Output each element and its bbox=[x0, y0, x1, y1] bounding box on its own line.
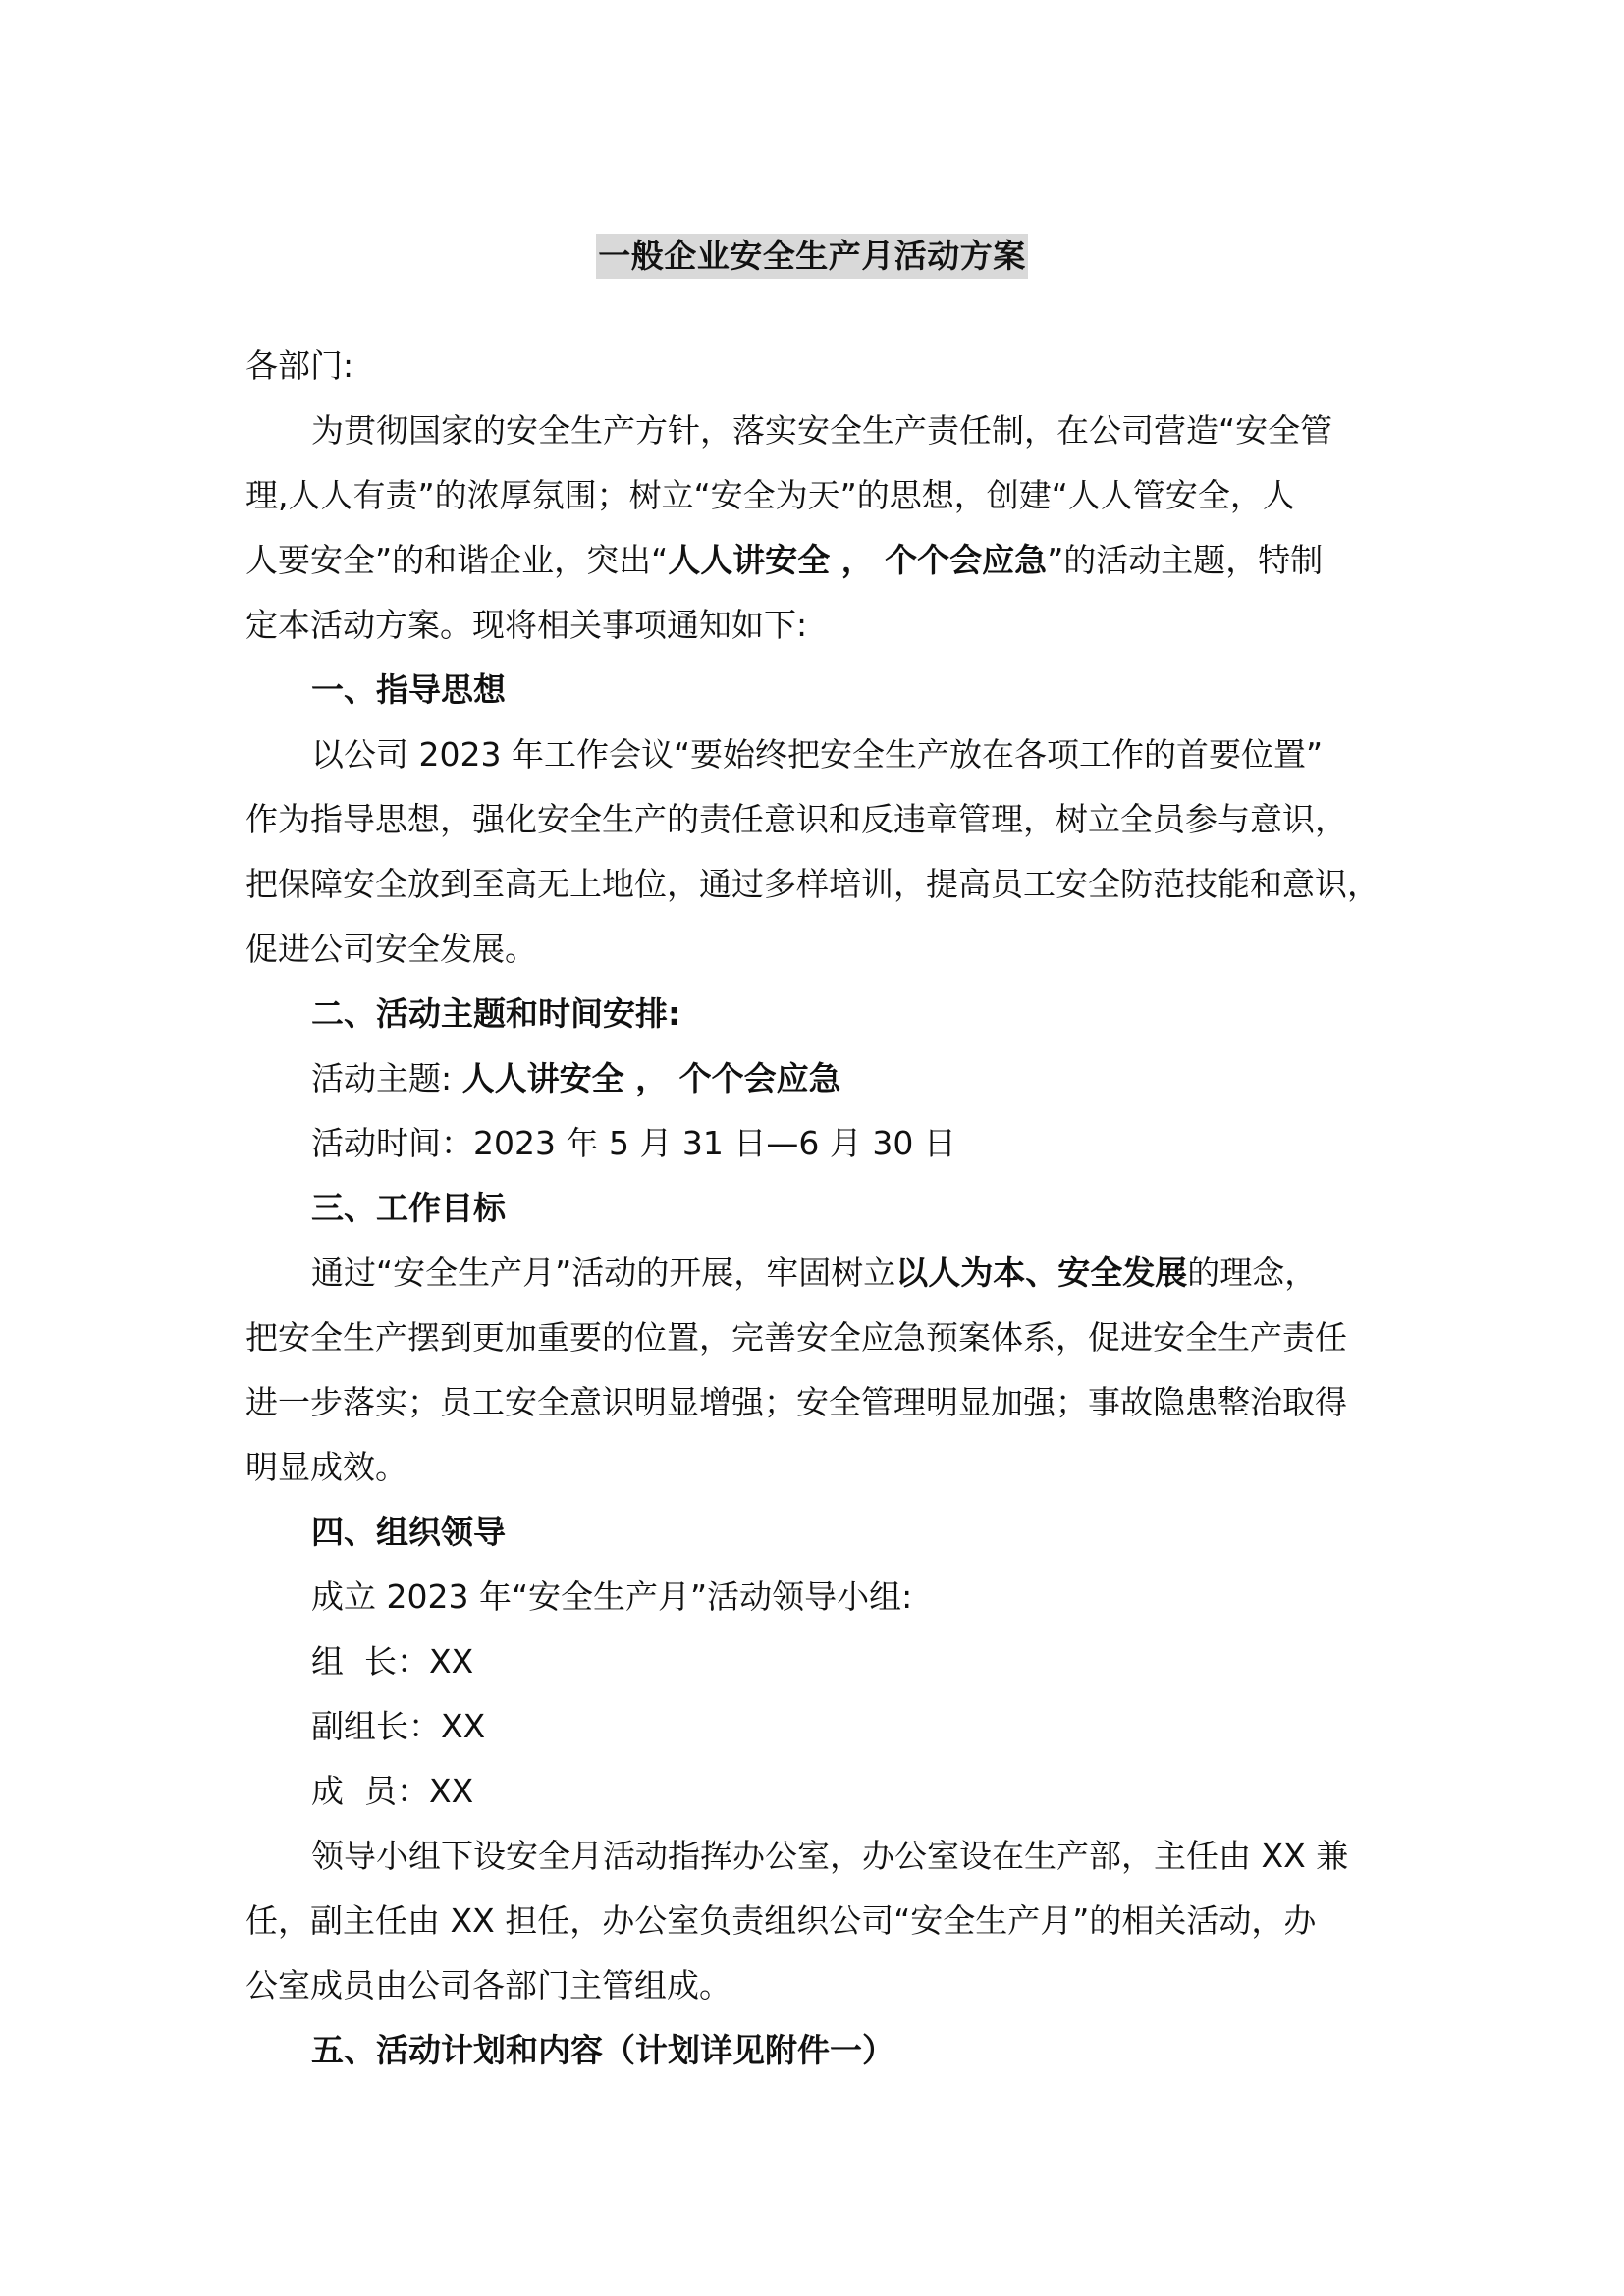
activity-theme-line bbox=[245, 1051, 1394, 1116]
intro-line-3 bbox=[245, 533, 1394, 598]
title-container bbox=[0, 234, 1624, 279]
section-3-line-1-text-a: 通过“安全生产月”活动的开展，牢固树立 bbox=[311, 1254, 896, 1292]
activity-theme-emphasis: 人人讲安全 ， 个个会应急 bbox=[668, 541, 1048, 579]
section-5-heading: 五、活动计划和内容（计划详见附件一） bbox=[311, 2031, 894, 2069]
intro-line-4: 定本活动方案。现将相关事项通知如下: bbox=[245, 606, 808, 644]
section-3-heading: 三、工作目标 bbox=[311, 1189, 506, 1227]
deputy-leader-line: 副组长：XX bbox=[311, 1707, 486, 1745]
salutation: 各部门: bbox=[245, 347, 354, 385]
section-1-heading: 一、指导思想 bbox=[311, 670, 506, 709]
section-3-line-1-text-c: 的理念， bbox=[1187, 1254, 1318, 1292]
activity-theme-label: 活动主题: bbox=[311, 1059, 462, 1097]
intro-line-1: 为贯彻国家的安全生产方针，落实安全生产责任制，在公司营造“安全管 bbox=[311, 411, 1333, 450]
intro-line-2: 理,人人有责”的浓厚氛围；树立“安全为天”的思想，创建“人人管安全，人 bbox=[245, 476, 1295, 514]
section-4-para-line-3: 公室成员由公司各部门主管组成。 bbox=[245, 1966, 731, 2004]
document-body bbox=[245, 339, 1394, 2088]
section-1-line-2: 作为指导思想，强化安全生产的责任意识和反违章管理，树立全员参与意识， bbox=[245, 800, 1347, 838]
section-1-line-1: 以公司 2023 年工作会议“要始终把安全生产放在各项工作的首要位置” bbox=[311, 735, 1324, 774]
section-3-line-2: 把安全生产摆到更加重要的位置，完善安全应急预案体系，促进安全生产责任 bbox=[245, 1318, 1347, 1357]
section-4-para-line-2: 任，副主任由 XX 担任，办公室负责组织公司“安全生产月”的相关活动，办 bbox=[245, 1901, 1317, 1940]
section-3-line-4: 明显成效。 bbox=[245, 1448, 407, 1486]
activity-time-line: 活动时间：2023 年 5 月 31 日—6 月 30 日 bbox=[311, 1124, 956, 1162]
section-2-heading: 二、活动主题和时间安排: bbox=[311, 994, 681, 1033]
section-4-heading: 四、组织领导 bbox=[311, 1513, 506, 1551]
section-3-line-1 bbox=[245, 1246, 1394, 1310]
activity-theme-value: 人人讲安全 ， 个个会应急 bbox=[461, 1059, 841, 1097]
section-4-para-line-1: 领导小组下设安全月活动指挥办公室，办公室设在生产部，主任由 XX 兼 bbox=[311, 1837, 1349, 1875]
document-title: 一般企业安全生产月活动方案 bbox=[596, 234, 1028, 279]
members-line: 成 员：XX bbox=[311, 1772, 474, 1810]
leader-line: 组 长：XX bbox=[311, 1642, 474, 1681]
section-3-line-3: 进一步落实；员工安全意识明显增强；安全管理明显加强；事故隐患整治取得 bbox=[245, 1383, 1347, 1421]
intro-line-3-text-a: 人要安全”的和谐企业，突出“ bbox=[245, 541, 669, 579]
intro-line-3-text-c: ”的活动主题，特制 bbox=[1047, 541, 1324, 579]
section-1-line-3: 把保障安全放到至高无上地位，通过多样培训，提高员工安全防范技能和意识， bbox=[245, 865, 1380, 903]
section-3-emphasis: 以人为本、安全发展 bbox=[895, 1254, 1188, 1292]
section-4-line-1: 成立 2023 年“安全生产月”活动领导小组: bbox=[311, 1577, 913, 1616]
section-1-line-4: 促进公司安全发展。 bbox=[245, 930, 537, 968]
